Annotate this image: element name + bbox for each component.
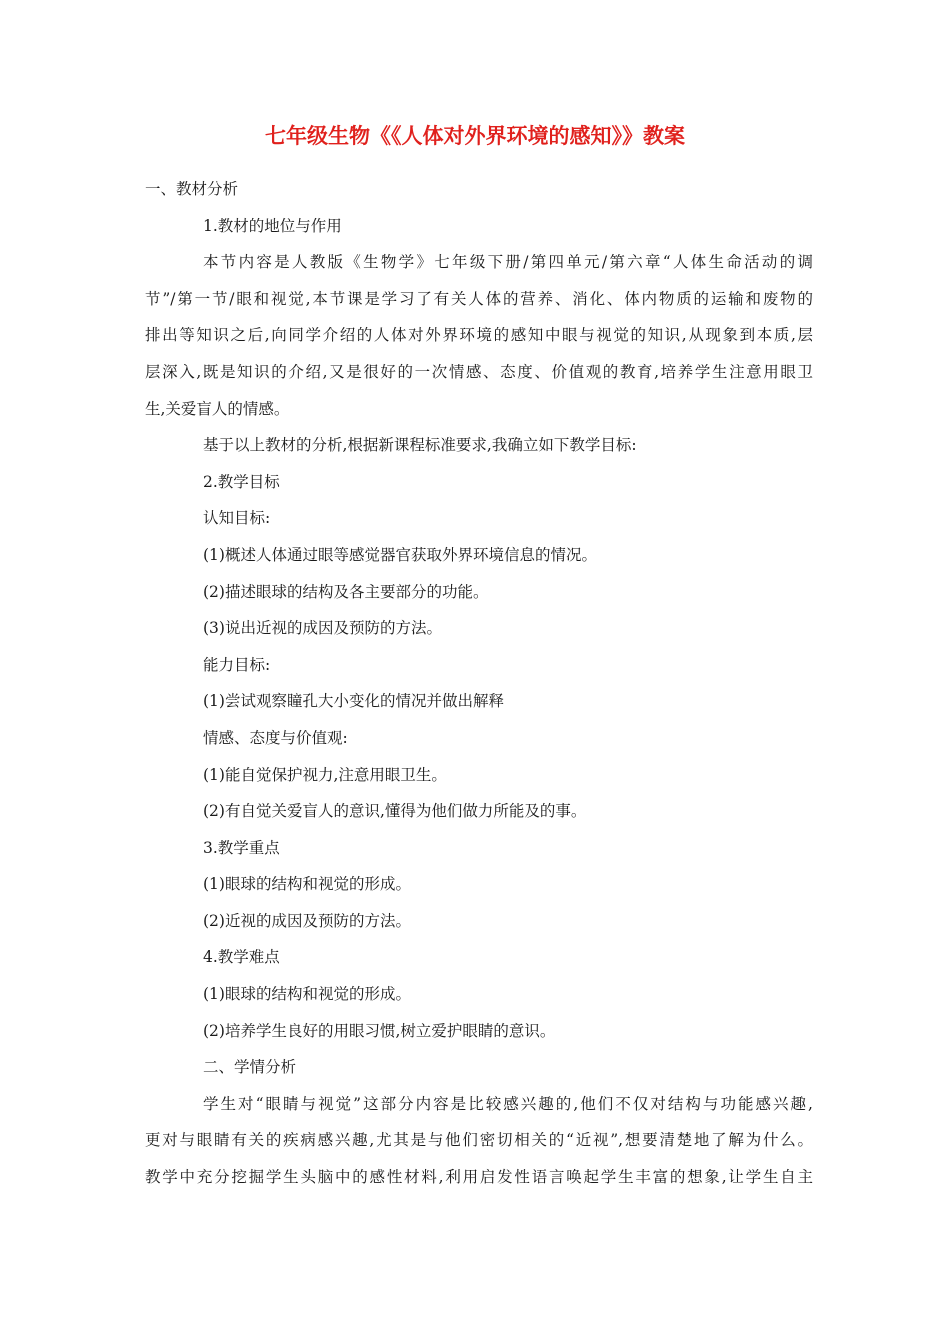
paragraph-line: 教学中充分挖掘学生头脑中的感性材料,利用启发性语言唤起学生丰富的想象,让学生自主 bbox=[145, 1168, 813, 1187]
paragraph-line: 节”/第一节/眼和视觉,本节课是学习了有关人体的营养、消化、体内物质的运输和废物的 bbox=[145, 289, 813, 308]
list-item: (1)眼球的结构和视觉的形成。 bbox=[203, 875, 411, 894]
paragraph-line: 基于以上教材的分析,根据新课程标准要求,我确立如下教学目标: bbox=[203, 436, 637, 455]
list-item: (1)尝试观察瞳孔大小变化的情况并做出解释 bbox=[203, 692, 504, 711]
list-item: (2)有自觉关爱盲人的意识,懂得为他们做力所能及的事。 bbox=[203, 802, 587, 821]
subsection-heading: 3.教学重点 bbox=[203, 838, 280, 857]
section-heading: 二、学情分析 bbox=[203, 1058, 297, 1077]
paragraph-line: 层深入,既是知识的介绍,又是很好的一次情感、态度、价值观的教育,培养学生注意用眼卫 bbox=[145, 362, 813, 381]
list-item: (2)描述眼球的结构及各主要部分的功能。 bbox=[203, 582, 489, 601]
paragraph-line: 排出等知识之后,向同学介绍的人体对外界环境的感知中眼与视觉的知识,从现象到本质,层 bbox=[145, 326, 813, 345]
list-heading: 情感、态度与价值观: bbox=[203, 728, 348, 747]
subsection-heading: 2.教学目标 bbox=[203, 472, 280, 491]
list-item: (1)概述人体通过眼等感觉器官获取外界环境信息的情况。 bbox=[203, 545, 597, 564]
paragraph-line: 更对与眼睛有关的疾病感兴趣,尤其是与他们密切相关的“近视”,想要清楚地了解为什么。 bbox=[145, 1131, 813, 1150]
section-heading: 一、教材分析 bbox=[145, 180, 239, 198]
document-body bbox=[145, 171, 813, 1196]
list-heading: 能力目标: bbox=[203, 655, 271, 674]
document-title: 七年级生物《《人体对外界环境的感知》》教案 bbox=[265, 124, 685, 148]
list-item: (2)培养学生良好的用眼习惯,树立爱护眼睛的意识。 bbox=[203, 1021, 556, 1040]
list-item: (1)能自觉保护视力,注意用眼卫生。 bbox=[203, 765, 447, 784]
list-item: (2)近视的成因及预防的方法。 bbox=[203, 911, 411, 930]
list-item: (3)说出近视的成因及预防的方法。 bbox=[203, 619, 442, 638]
subsection-heading: 4.教学难点 bbox=[203, 948, 280, 967]
subsection-heading: 1.教材的地位与作用 bbox=[203, 216, 342, 235]
paragraph-line: 学生对“眼睛与视觉”这部分内容是比较感兴趣的,他们不仅对结构与功能感兴趣, bbox=[203, 1094, 813, 1113]
list-item: (1)眼球的结构和视觉的形成。 bbox=[203, 985, 411, 1004]
paragraph-line: 本节内容是人教版《生物学》七年级下册/第四单元/第六章“人体生命活动的调 bbox=[203, 253, 813, 272]
list-heading: 认知目标: bbox=[203, 509, 271, 528]
paragraph-line: 生,关爱盲人的情感。 bbox=[145, 399, 290, 418]
